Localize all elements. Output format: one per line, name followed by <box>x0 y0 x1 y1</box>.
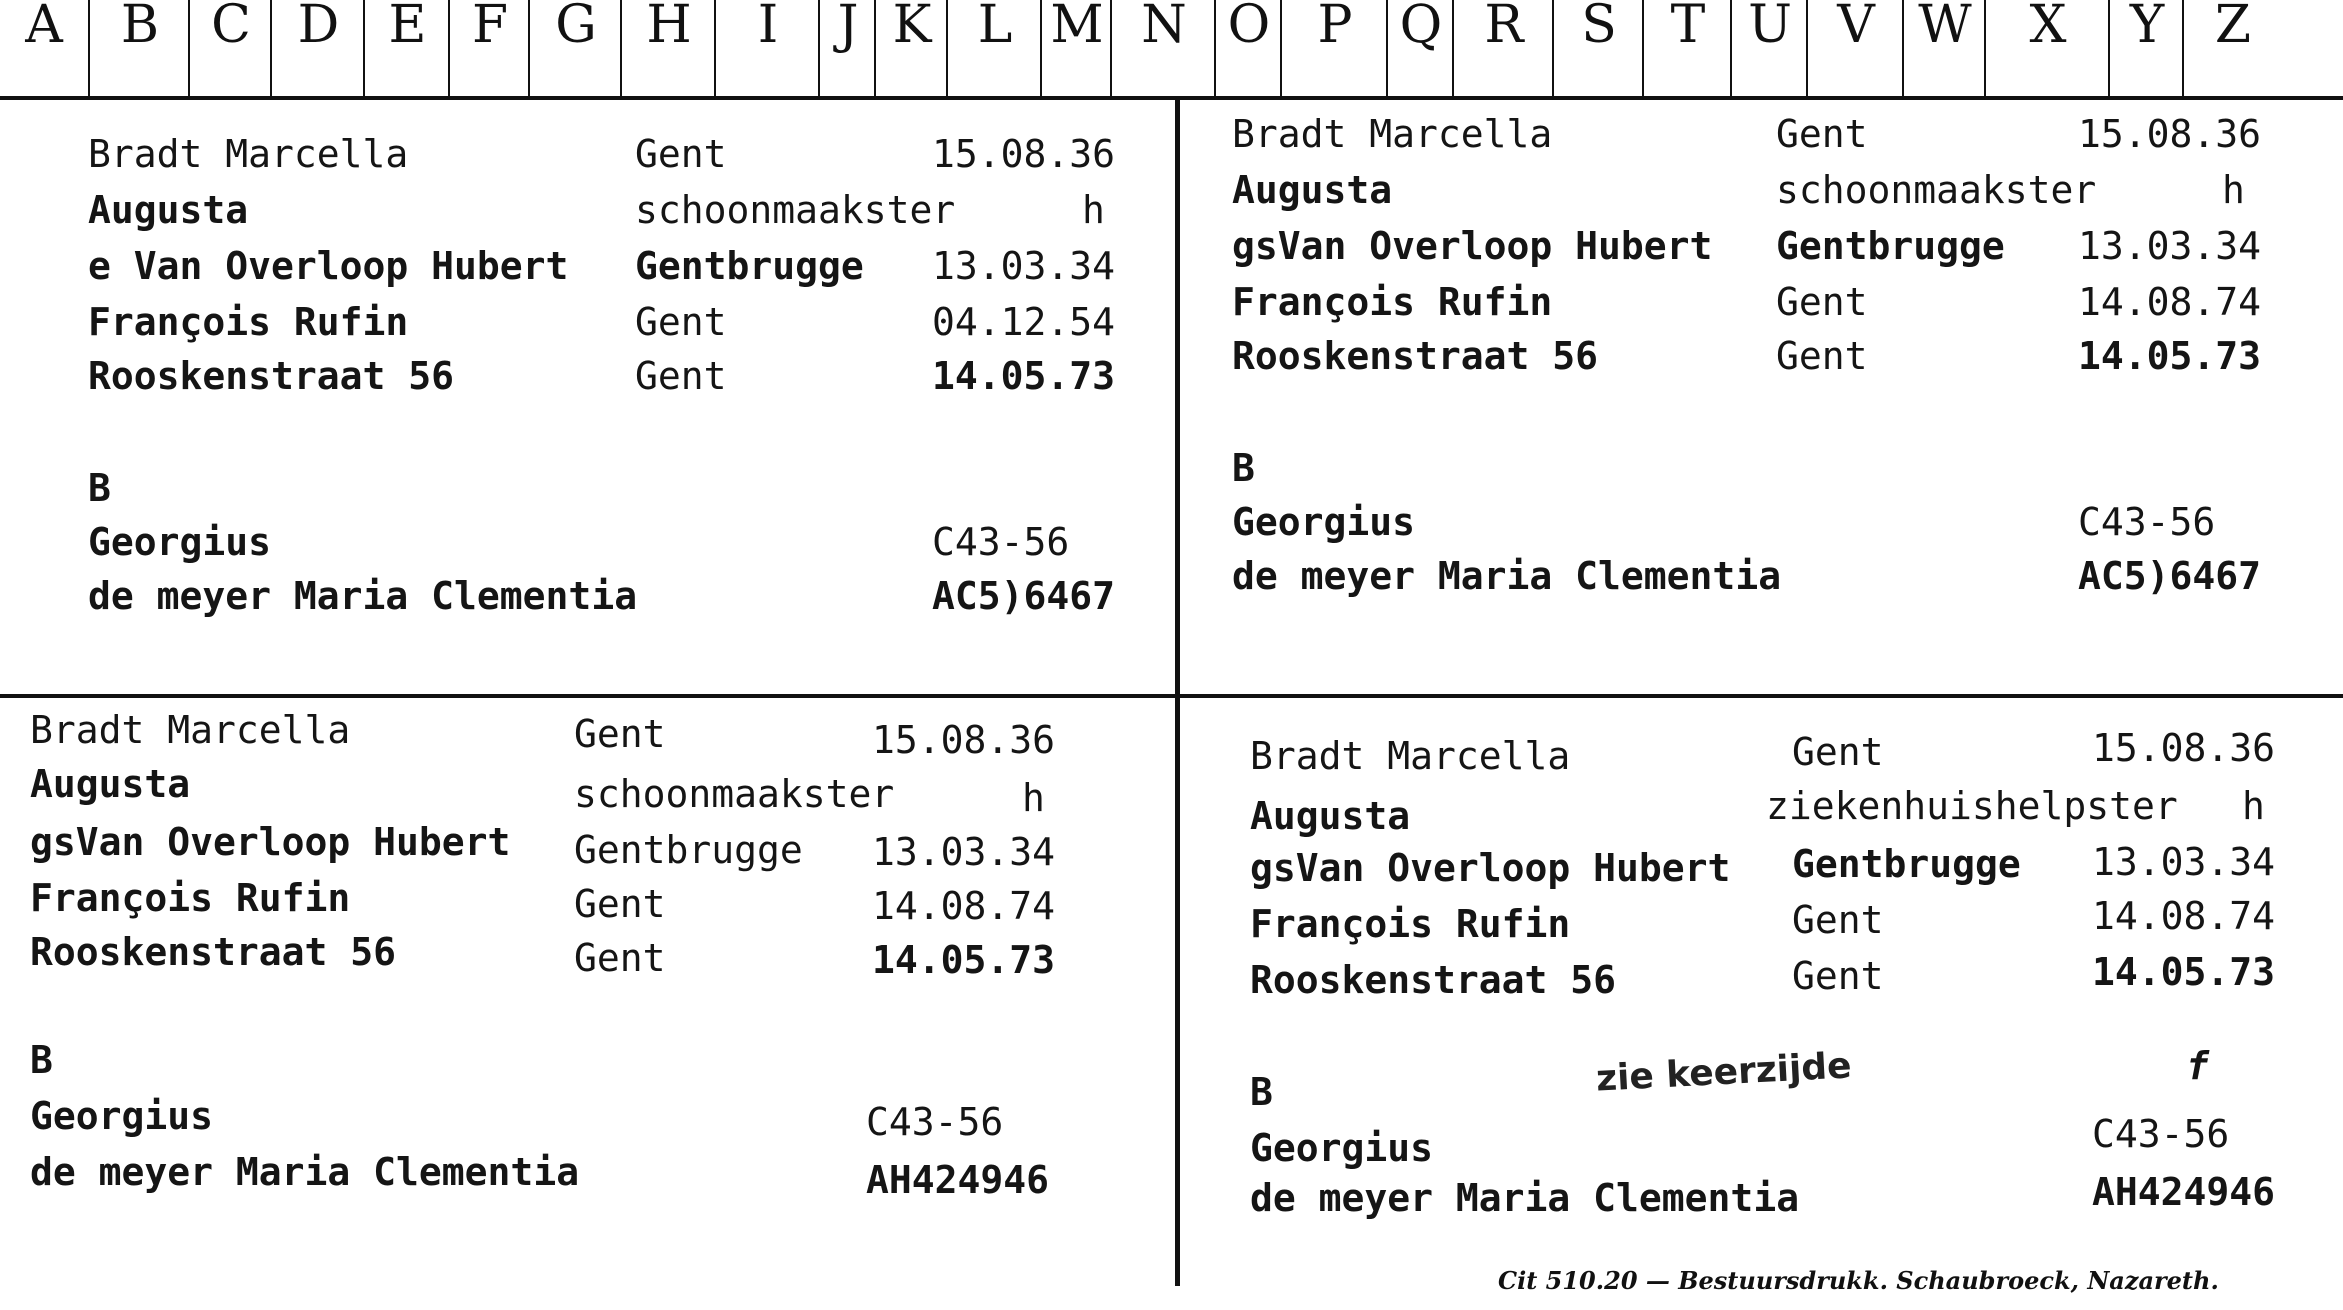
card-place: Gent <box>574 882 666 926</box>
card-place: Gentbrugge <box>1792 842 2021 886</box>
alphabet-letter-h: H <box>620 0 716 96</box>
card-name-line: de meyer Maria Clementia <box>30 1150 580 1194</box>
card-place: Gent <box>574 712 666 756</box>
alphabet-letter-a: A <box>25 0 63 55</box>
alphabet-letter-q: Q <box>1386 0 1454 96</box>
card-code: AH424946 <box>2092 1170 2276 1214</box>
center-divider <box>1175 96 1180 1286</box>
printer-footer: Cit 510.20 — Bestuursdrukk. Schaubroeck, Nazareth. <box>1498 1266 2219 1295</box>
card-code: AC5)6467 <box>932 574 1116 618</box>
card-place: Gent <box>1792 898 1884 942</box>
card-date: 14.08.74 <box>2078 280 2262 324</box>
alphabet-letter-d: D <box>270 0 365 96</box>
card-date: 15.08.36 <box>932 132 1116 176</box>
card-place: Gentbrugge <box>1776 224 2005 268</box>
card-name-line: Rooskenstraat 56 <box>1232 334 1599 378</box>
alphabet-letter-m: M <box>1040 0 1112 96</box>
card-mark: h <box>2222 168 2245 212</box>
alphabet-letter-k: K <box>874 0 948 96</box>
card-place: Gentbrugge <box>635 244 864 288</box>
card-name-line: François Rufin <box>30 876 351 920</box>
card-code: AH424946 <box>866 1158 1050 1202</box>
card-place: Gent <box>1776 334 1868 378</box>
card-name-line: de meyer Maria Clementia <box>88 574 638 618</box>
side-mark: f <box>2186 1044 2209 1088</box>
card-place: Gent <box>1792 730 1884 774</box>
card-place: Gent <box>1792 954 1884 998</box>
card-section-letter: B <box>1232 446 1255 490</box>
alphabet-letter-r: R <box>1452 0 1554 96</box>
card-date: 15.08.36 <box>2078 112 2262 156</box>
card-occupation: schoonmaakster <box>574 772 895 816</box>
card-code: C43-56 <box>2078 500 2216 544</box>
card-name-line: de meyer Maria Clementia <box>1232 554 1782 598</box>
alphabet-letter-v: V <box>1806 0 1904 96</box>
alphabet-letter-b: B <box>88 0 190 96</box>
card-name-line: Augusta <box>88 188 249 232</box>
alphabet-letter-w: W <box>1902 0 1986 96</box>
card-place: Gent <box>574 936 666 980</box>
card-place: Gentbrugge <box>574 828 803 872</box>
card-mark: h <box>1022 776 1045 820</box>
card-date: 14.08.74 <box>872 884 1056 928</box>
card-occupation: schoonmaakster <box>635 188 956 232</box>
card-name-line: Bradt Marcella <box>88 132 409 176</box>
card-occupation: ziekenhuishelpster <box>1766 784 2178 828</box>
card-name-line: Augusta <box>30 762 191 806</box>
alphabet-letter-y: Y <box>2108 0 2184 96</box>
card-place: Gent <box>635 132 727 176</box>
card-name-line: Georgius <box>1232 500 1416 544</box>
card-name-line: Georgius <box>30 1094 214 1138</box>
card-date: 04.12.54 <box>932 300 1116 344</box>
card-name-line: gsVan Overloop Hubert <box>1250 846 1731 890</box>
card-name-line: Rooskenstraat 56 <box>88 354 455 398</box>
alphabet-letter-o: O <box>1214 0 1282 96</box>
card-date: 15.08.36 <box>2092 726 2276 770</box>
card-date: 13.03.34 <box>2092 840 2276 884</box>
card-date: 15.08.36 <box>872 718 1056 762</box>
card-section-letter: B <box>88 466 111 510</box>
alphabet-letter-j: J <box>818 0 876 96</box>
alphabet-index-strip <box>0 0 2343 96</box>
card-name-line: gsVan Overloop Hubert <box>1232 224 1713 268</box>
card-date: 14.05.73 <box>2092 950 2276 994</box>
alphabet-letter-z: Z <box>2182 0 2282 96</box>
alphabet-letter-e: E <box>363 0 450 96</box>
card-place: Gent <box>635 300 727 344</box>
card-name-line: Georgius <box>1250 1126 1434 1170</box>
card-name-line: Rooskenstraat 56 <box>30 930 397 974</box>
top-rule <box>0 96 2343 100</box>
card-date: 13.03.34 <box>2078 224 2262 268</box>
card-name-line: Bradt Marcella <box>1250 734 1571 778</box>
card-date: 14.05.73 <box>2078 334 2262 378</box>
card-mark: h <box>1082 188 1105 232</box>
card-code: C43-56 <box>932 520 1070 564</box>
card-section-letter: B <box>30 1038 53 1082</box>
card-name-line: Bradt Marcella <box>1232 112 1553 156</box>
alphabet-letter-n: N <box>1110 0 1216 96</box>
card-mark: h <box>2242 784 2265 828</box>
card-occupation: schoonmaakster <box>1776 168 2097 212</box>
card-code: AC5)6467 <box>2078 554 2262 598</box>
card-place: Gent <box>1776 280 1868 324</box>
alphabet-letter-x: X <box>1984 0 2110 96</box>
card-date: 14.05.73 <box>932 354 1116 398</box>
card-name-line: Rooskenstraat 56 <box>1250 958 1617 1002</box>
card-name-line: François Rufin <box>1250 902 1571 946</box>
alphabet-letter-i: I <box>714 0 820 96</box>
card-name-line: Bradt Marcella <box>30 708 351 752</box>
card-name-line: de meyer Maria Clementia <box>1250 1176 1800 1220</box>
alphabet-letter-s: S <box>1552 0 1644 96</box>
alphabet-letter-c: C <box>188 0 272 96</box>
card-name-line: François Rufin <box>1232 280 1553 324</box>
card-name-line: Augusta <box>1250 794 1411 838</box>
card-date: 14.05.73 <box>872 938 1056 982</box>
card-name-line: François Rufin <box>88 300 409 344</box>
card-date: 13.03.34 <box>872 830 1056 874</box>
alphabet-letter-f: F <box>448 0 530 96</box>
card-name-line: gsVan Overloop Hubert <box>30 820 511 864</box>
alphabet-letter-g: G <box>528 0 622 96</box>
alphabet-letter-u: U <box>1730 0 1808 96</box>
card-place: Gent <box>1776 112 1868 156</box>
card-date: 14.08.74 <box>2092 894 2276 938</box>
card-date: 13.03.34 <box>932 244 1116 288</box>
alphabet-letter-l: L <box>946 0 1042 96</box>
card-name-line: Augusta <box>1232 168 1393 212</box>
alphabet-letter-p: P <box>1280 0 1388 96</box>
middle-rule <box>0 694 2343 698</box>
alphabet-letter-t: T <box>1642 0 1732 96</box>
card-name-line: e Van Overloop Hubert <box>88 244 569 288</box>
card-section-letter: B <box>1250 1070 1273 1114</box>
card-code: C43-56 <box>866 1100 1004 1144</box>
card-place: Gent <box>635 354 727 398</box>
card-code: C43-56 <box>2092 1112 2230 1156</box>
card-name-line: Georgius <box>88 520 272 564</box>
zie-keerzijde-stamp: zie keerzijde <box>1595 1045 1853 1100</box>
